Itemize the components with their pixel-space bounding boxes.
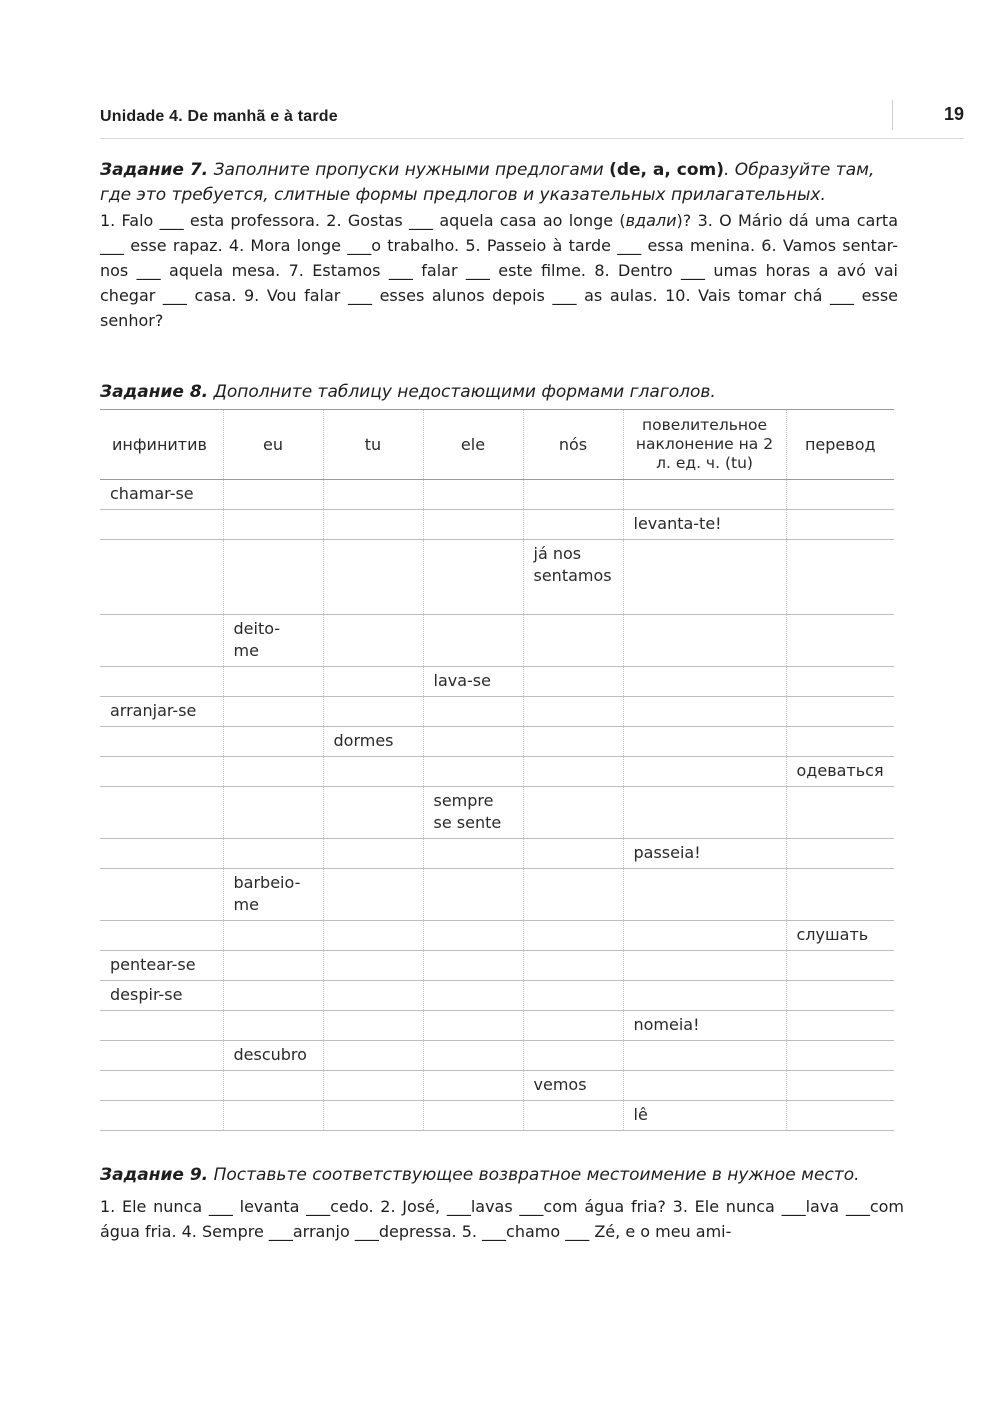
cell-inf: despir-se [100,981,223,1011]
task-7-heading [100,158,898,208]
cell-ele [423,480,523,510]
column-header-eu: eu [223,410,323,480]
cell-trans [786,981,894,1011]
cell-tu [323,951,423,981]
cell-nos [523,1101,623,1131]
cell-imp [623,981,786,1011]
table-row [100,1101,894,1131]
cell-nos [523,615,623,667]
cell-ele [423,697,523,727]
cell-inf [100,869,223,921]
cell-trans [786,1101,894,1131]
cell-nos [523,869,623,921]
cell-ele: lava-se [423,667,523,697]
cell-nos [523,787,623,839]
cell-imp [623,615,786,667]
cell-inf [100,1071,223,1101]
table-row [100,697,894,727]
task-7 [100,158,898,333]
header-rule [100,138,964,139]
cell-trans [786,787,894,839]
cell-tu [323,615,423,667]
table-row [100,510,894,540]
cell-trans [786,727,894,757]
cell-eu [223,1071,323,1101]
cell-inf: arranjar-se [100,697,223,727]
cell-inf [100,510,223,540]
cell-imp [623,921,786,951]
table-header-row [100,410,894,480]
task-9 [100,1163,904,1244]
cell-nos [523,697,623,727]
cell-ele [423,1101,523,1131]
task-9-heading [100,1163,904,1188]
table-row [100,1071,894,1101]
cell-imp [623,480,786,510]
cell-nos: vemos [523,1071,623,1101]
verb-forms-table [100,409,894,1131]
cell-eu [223,787,323,839]
cell-eu [223,480,323,510]
table-row [100,540,894,615]
table-row [100,921,894,951]
cell-inf [100,1101,223,1131]
cell-tu [323,839,423,869]
task-7-gloss: вдали [625,211,677,230]
table-row [100,981,894,1011]
cell-eu [223,981,323,1011]
cell-imp: levanta-te! [623,510,786,540]
cell-eu [223,757,323,787]
cell-tu [323,1101,423,1131]
cell-inf: pentear-se [100,951,223,981]
cell-trans [786,869,894,921]
cell-trans [786,615,894,667]
cell-trans [786,1011,894,1041]
cell-tu [323,869,423,921]
cell-eu [223,1011,323,1041]
cell-eu [223,697,323,727]
cell-tu [323,757,423,787]
column-header-ele: ele [423,410,523,480]
cell-tu [323,981,423,1011]
cell-imp [623,540,786,615]
column-header-nos: nós [523,410,623,480]
cell-tu [323,1041,423,1071]
task-8-instruction: Дополните таблицу недостающими формами глаголов. [213,382,716,402]
cell-trans [786,697,894,727]
cell-ele [423,921,523,951]
cell-trans [786,480,894,510]
cell-imp [623,1041,786,1071]
cell-ele [423,540,523,615]
cell-tu [323,540,423,615]
cell-tu: dormes [323,727,423,757]
table-row [100,1011,894,1041]
cell-trans: слушать [786,921,894,951]
cell-trans [786,1071,894,1101]
task-7-instruction-a: Заполните пропуски нужными предлогами [213,160,604,180]
cell-ele [423,1041,523,1071]
cell-trans: одеваться [786,757,894,787]
cell-imp [623,727,786,757]
cell-tu [323,1071,423,1101]
cell-inf [100,667,223,697]
cell-tu [323,667,423,697]
table-row [100,615,894,667]
cell-nos [523,981,623,1011]
table-row [100,727,894,757]
cell-inf [100,727,223,757]
cell-ele [423,1011,523,1041]
task-7-body-b: )? 3. O Mário dá uma carta ___ esse rapaz. 4. Mora longe ___o trabalho. 5. Passeio à tarde ___ essa menina. 6. Vamos sentar-nos ___ aquela mesa. 7. Estamos ___ falar ___ este filme. 8. Dentro ___ umas horas a avó vai chegar ___ casa. 9. Vou falar ___ esses alunos depois ___ as aulas. 10. Vais tomar chá ___ esse senhor? [100,211,899,330]
cell-ele [423,757,523,787]
page-header [100,104,964,138]
cell-trans [786,510,894,540]
task-7-instruction-b: . Образуйте там, где это требуется, слитные формы предлогов и указательных прилагательных. [100,160,875,205]
cell-line: barbeio- [233,873,301,892]
cell-line: me [233,641,259,660]
cell-tu [323,697,423,727]
cell-nos [523,1011,623,1041]
cell-eu [223,510,323,540]
cell-tu [323,787,423,839]
table-row [100,839,894,869]
cell-inf: chamar-se [100,480,223,510]
table-row [100,667,894,697]
cell-ele [423,869,523,921]
cell-tu [323,921,423,951]
cell-ele [423,839,523,869]
cell-nos [523,757,623,787]
cell-imp [623,1071,786,1101]
cell-eu [223,921,323,951]
cell-trans [786,951,894,981]
task-9-exercise-text: 1. Ele nunca ___ levanta ___cedo. 2. José, ___lavas ___com água fria? 3. Ele nunca ___lava ___com água fria. 4. Sempre ___arranjo ___depressa. 5. ___chamo ___ Zé, e o meu ami- [100,1197,904,1241]
cell-ele [423,981,523,1011]
column-header-translation: перевод [786,410,894,480]
cell-eu [223,869,323,921]
header-separator [892,100,893,130]
cell-ele [423,1071,523,1101]
table-row [100,480,894,510]
cell-nos [523,480,623,510]
cell-ele [423,615,523,667]
cell-eu [223,540,323,615]
cell-trans [786,1041,894,1071]
task-7-exercise-text [100,208,898,333]
cell-tu [323,510,423,540]
cell-trans [786,667,894,697]
cell-tu [323,480,423,510]
cell-imp: passeia! [623,839,786,869]
cell-nos [523,727,623,757]
column-header-infinitive: инфинитив [100,410,223,480]
cell-eu [223,727,323,757]
cell-imp [623,697,786,727]
task-7-body-a: 1. Falo ___ esta professora. 2. Gostas ___ aquela casa ao longe ( [100,211,626,230]
cell-tu [323,1011,423,1041]
unit-title: Unidade 4. De manhã e à tarde [100,108,338,125]
cell-eu: descubro [223,1041,323,1071]
task-8-label: Задание 8. [100,382,209,402]
cell-imp [623,667,786,697]
cell-imp [623,869,786,921]
cell-imp: lê [623,1101,786,1131]
cell-line: deito- [233,619,281,638]
table-row [100,869,894,921]
cell-inf [100,757,223,787]
cell-ele [423,510,523,540]
cell-inf [100,1011,223,1041]
cell-ele [423,727,523,757]
column-header-imperative: повелительное наклонение на 2 л. ед. ч. (tu) [623,410,786,480]
cell-imp: nomeia! [623,1011,786,1041]
task-8-heading [100,380,898,405]
task-9-instruction: Поставьте соответствующее возвратное местоимение в нужное место. [213,1165,860,1185]
cell-imp [623,757,786,787]
cell-inf [100,839,223,869]
cell-inf [100,615,223,667]
cell-inf [100,1041,223,1071]
cell-trans [786,540,894,615]
cell-eu [223,839,323,869]
cell-nos [523,667,623,697]
table-row [100,951,894,981]
cell-eu [223,667,323,697]
cell-nos: já nos sentamos [523,540,623,615]
cell-nos [523,1041,623,1071]
cell-imp [623,787,786,839]
cell-nos [523,951,623,981]
cell-nos [523,921,623,951]
cell-ele: sempre se sente [423,787,523,839]
page-number: 19 [943,104,964,124]
cell-line: me [233,895,259,914]
cell-eu [223,615,323,667]
cell-inf [100,921,223,951]
cell-nos [523,510,623,540]
task-7-label: Задание 7. [100,160,209,180]
table-row [100,787,894,839]
cell-ele [423,951,523,981]
cell-eu [223,1101,323,1131]
table-row [100,1041,894,1071]
cell-nos [523,839,623,869]
cell-inf [100,787,223,839]
task-9-label: Задание 9. [100,1165,209,1185]
column-header-tu: tu [323,410,423,480]
table-row [100,757,894,787]
cell-trans [786,839,894,869]
task-7-prepositions: (de, a, com) [609,160,724,180]
cell-inf [100,540,223,615]
cell-imp [623,951,786,981]
cell-eu [223,951,323,981]
